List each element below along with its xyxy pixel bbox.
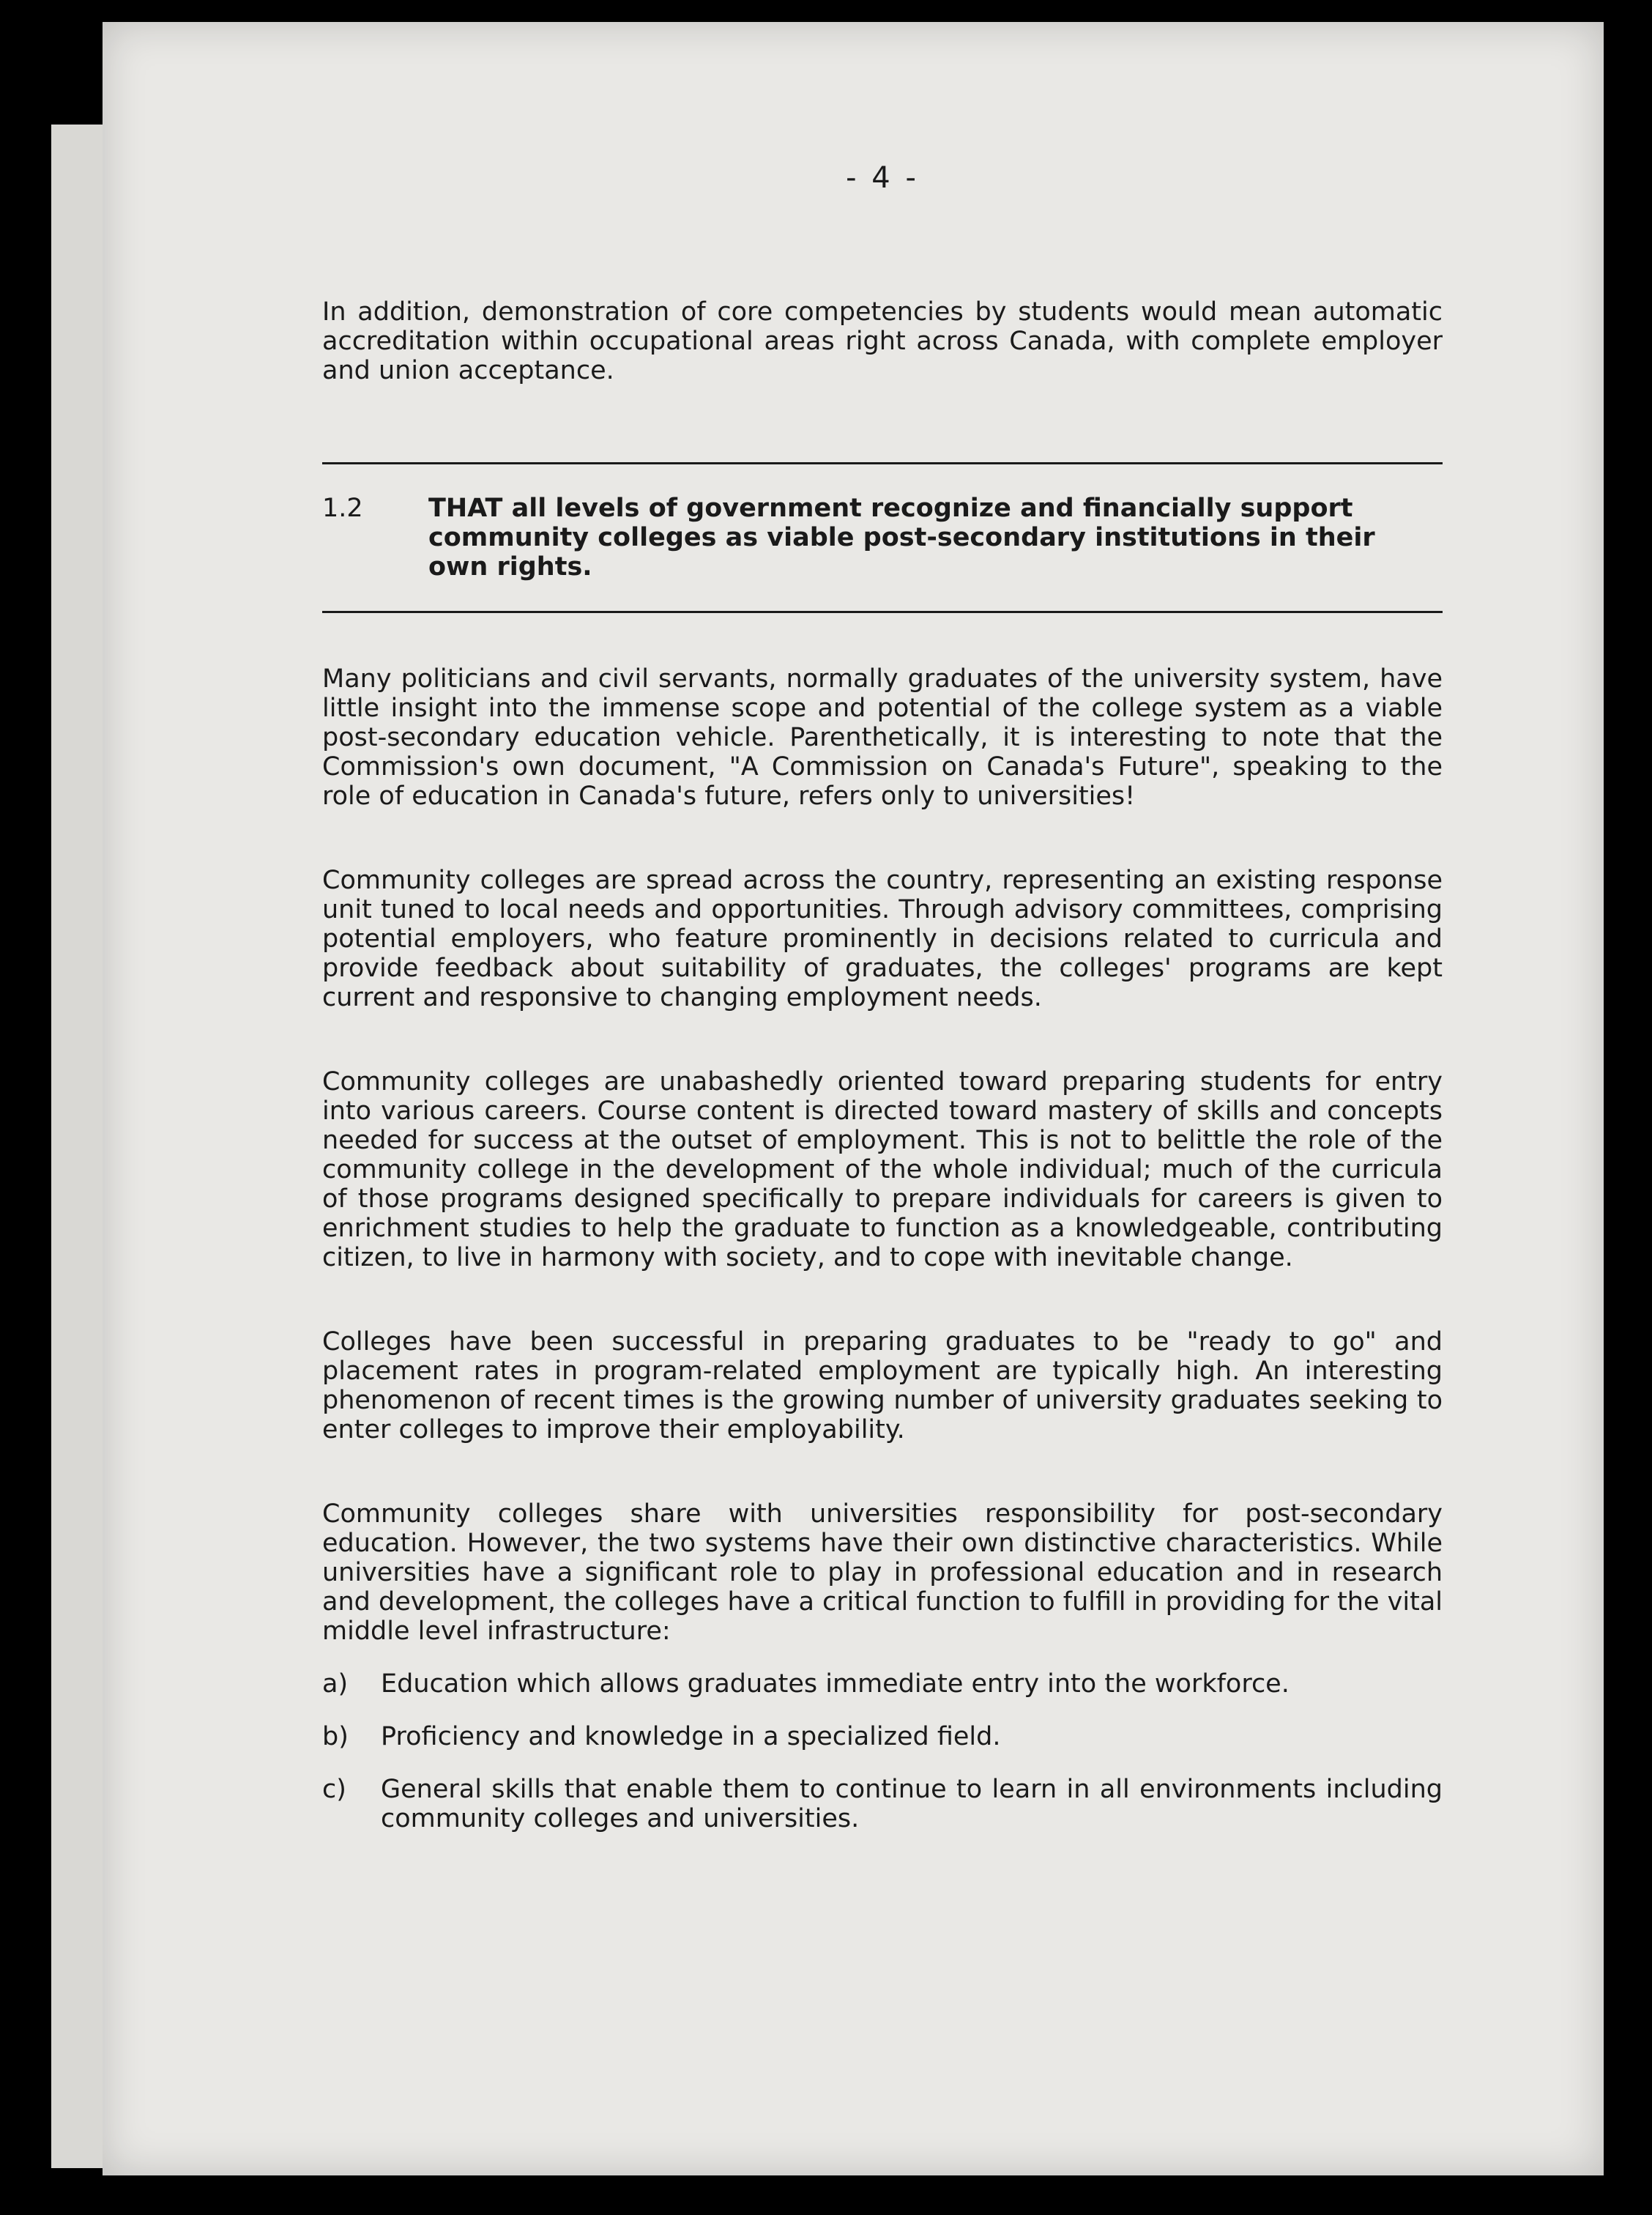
list-text: Proficiency and knowledge in a specialized field. [381,1722,1001,1751]
list-item-b [322,1722,1443,1751]
paragraph-successful: Colleges have been successful in preparing graduates to be "ready to go" and placement rates in program-related employment are typically high. An interesting phenomenon of recent times is the growing number of university graduates seeking to enter colleges to improve their employability. [322,1327,1443,1444]
list-marker: b) [322,1722,349,1751]
page-number: - 4 - [846,161,919,195]
paragraph-spread: Community colleges are spread across the country, representing an existing response unit tuned to local needs and opportunities. Through advisory committees, comprising potential employers, who feature prominently in decisions related to curricula and provide feedback about suitability of graduates, the colleges' programs are kept current and responsive to changing employment needs. [322,866,1443,1012]
intro-paragraph: In addition, demonstration of core competencies by students would mean automatic accreditation within occupational areas right across Canada, with complete employer and union acceptance. [322,297,1443,385]
list-marker: c) [322,1775,346,1804]
list-text: Education which allows graduates immediate entry into the workforce. [381,1669,1290,1699]
recommendation-block [322,494,1443,582]
paragraph-oriented: Community colleges are unabashedly oriented toward preparing students for entry into various careers. Course content is directed toward mastery of skills and concepts needed for success at the outset of employment. This is not to belittle the role of the community college in the development of the whole individual; much of the curricula of those programs designed specifically to prepare individuals for careers is given to enrichment studies to help the graduate to function as a knowledgeable, contributing citizen, to live in harmony with society, and to cope with inevitable change. [322,1067,1443,1272]
recommendation-text: THAT all levels of government recognize and financially support community colleges as viable post-secondary institutions in their own rights. [428,494,1375,582]
recommendation-number: 1.2 [322,494,363,523]
page-content [322,161,1443,1833]
list-item-a [322,1669,1443,1699]
paragraph-politicians: Many politicians and civil servants, normally graduates of the university system, have little insight into the immense scope and potential of the college system as a viable post-secondary education vehicle. Parenthetically, it is interesting to note that the Commission's own document, "A Commission on Canada's Future", speaking to the role of education in Canada's future, refers only to universities! [322,664,1443,811]
list-text: General skills that enable them to continue to learn in all environments including community colleges and universities. [381,1775,1443,1833]
underlying-page-edge [51,125,110,2168]
list-marker: a) [322,1669,349,1699]
top-rule [322,462,1443,464]
list-item-c [322,1775,1443,1833]
paragraph-share: Community colleges share with universities responsibility for post-secondary education. However, the two systems have their own distinctive characteristics. While universities have a significant role to play in professional education and in research and development, the colleges have a critical function to fulfill in providing for the vital middle level infrastructure: [322,1499,1443,1646]
